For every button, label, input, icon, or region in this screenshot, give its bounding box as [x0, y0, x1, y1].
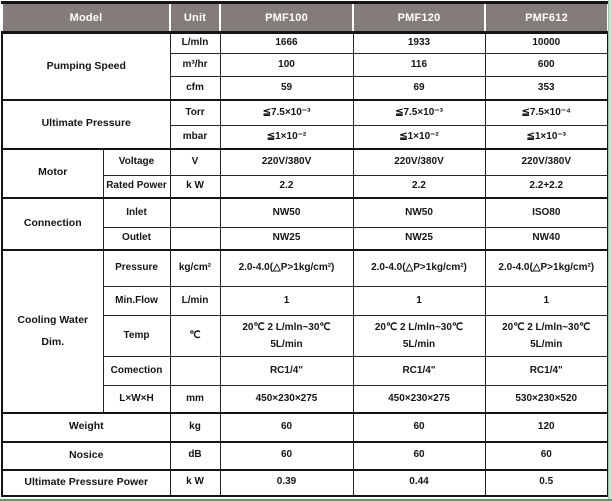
- spec-value-cell: NW50: [353, 198, 485, 228]
- row-cooling-pressure: [2, 250, 608, 287]
- ultimate-pressure-power-label: Ultimate Pressure Power: [2, 470, 170, 496]
- spec-value-cell: 1: [220, 287, 353, 316]
- spec-value-cell: 2.2+2.2: [485, 176, 608, 198]
- spec-value-cell: 60: [485, 442, 608, 470]
- spec-value-cell: 2.2: [220, 176, 353, 198]
- sub-label-cell: Comection: [103, 357, 170, 386]
- weight-label: Weight: [2, 413, 170, 442]
- unit-cell: dB: [170, 442, 220, 470]
- header-model-pmf120: PMF120: [353, 3, 485, 33]
- row-ultimate-pressure-power: [2, 470, 608, 496]
- spec-value-cell: 0.44: [353, 470, 485, 496]
- spec-value-cell: 120: [485, 413, 608, 442]
- spec-value-cell: 60: [220, 442, 353, 470]
- unit-cell: L/min: [170, 287, 220, 316]
- spec-value-cell: 220V/380V: [485, 149, 608, 176]
- spec-value-cell: 60: [353, 413, 485, 442]
- spec-value-cell: RC1/4": [485, 357, 608, 386]
- motor-label: Motor: [2, 149, 103, 198]
- noise-label: Nosice: [2, 442, 170, 470]
- page-border-right: [608, 0, 612, 501]
- unit-cell: mm: [170, 386, 220, 413]
- spec-value-cell: 1933: [353, 33, 485, 54]
- unit-cell: kg: [170, 413, 220, 442]
- spec-value-cell: 353: [485, 77, 608, 100]
- cooling-water-label-line2: Dim.: [41, 336, 65, 348]
- unit-cell: [170, 357, 220, 386]
- spec-value-cell: 2.2: [353, 176, 485, 198]
- row-motor-voltage: [2, 149, 608, 176]
- spec-value-cell: 220V/380V: [220, 149, 353, 176]
- spec-value-cell: 1666: [220, 33, 353, 54]
- spec-value-cell: 69: [353, 77, 485, 100]
- unit-cell: mbar: [170, 126, 220, 149]
- sub-label-cell: Inlet: [103, 198, 170, 228]
- spec-value-cell: ≦1×10⁻²: [353, 126, 485, 149]
- spec-value-cell: [353, 316, 485, 357]
- header-unit: Unit: [170, 3, 220, 33]
- ultimate-pressure-label: Ultimate Pressure: [2, 100, 170, 149]
- sub-label-cell: Voltage: [103, 149, 170, 176]
- unit-cell: [170, 228, 220, 250]
- row-weight: [2, 413, 608, 442]
- spec-value-cell: NW25: [220, 228, 353, 250]
- temp-value-line2: 5L/min: [530, 339, 563, 350]
- unit-cell: Torr: [170, 100, 220, 126]
- spec-value-cell: NW25: [353, 228, 485, 250]
- spec-value-cell: ISO80: [485, 198, 608, 228]
- spec-value-cell: 530×230×520: [485, 386, 608, 413]
- temp-value-line1: 20℃ 2 L/mln~30℃: [374, 322, 464, 333]
- temp-value-line2: 5L/min: [402, 339, 436, 350]
- spec-value-cell: 220V/380V: [353, 149, 485, 176]
- spec-value-cell: 116: [353, 54, 485, 77]
- spec-value-cell: ≦1×10⁻²: [220, 126, 353, 149]
- spec-value-cell: RC1/4": [220, 357, 353, 386]
- spec-value-cell: 10000: [485, 33, 608, 54]
- sub-label-cell: Pressure: [103, 250, 170, 287]
- spec-value-cell: 450×230×275: [220, 386, 353, 413]
- unit-cell: cfm: [170, 77, 220, 100]
- header-row: [2, 3, 608, 33]
- spec-value-cell: 100: [220, 54, 353, 77]
- sub-label-cell: Outlet: [103, 228, 170, 250]
- spec-value-cell: 59: [220, 77, 353, 100]
- unit-cell: [170, 198, 220, 228]
- row-noise: [2, 442, 608, 470]
- temp-value-line2: 5L/min: [270, 339, 303, 350]
- spec-value-cell: 450×230×275: [353, 386, 485, 413]
- spec-value-cell: 0.5: [485, 470, 608, 496]
- unit-cell: V: [170, 149, 220, 176]
- header-model: Model: [2, 3, 170, 33]
- sub-label-cell: L×W×H: [103, 386, 170, 413]
- sub-label-cell: Temp: [103, 316, 170, 357]
- unit-cell: ℃: [170, 316, 220, 357]
- header-model-pmf612: PMF612: [485, 3, 608, 33]
- sub-label-cell: Min.Flow: [103, 287, 170, 316]
- unit-cell: L/mln: [170, 33, 220, 54]
- unit-cell: k W: [170, 176, 220, 198]
- spec-value-cell: 0.39: [220, 470, 353, 496]
- cooling-water-label-line1: Cooling Water: [17, 314, 89, 326]
- unit-cell: m³/hr: [170, 54, 220, 77]
- temp-value-line1: 20℃ 2 L/mln~30℃: [242, 322, 331, 333]
- specification-table: [1, 1, 609, 497]
- spec-value-cell: ≦7.5×10⁻³: [353, 100, 485, 126]
- spec-value-cell: 2.0-4.0(△P>1kg/cm²): [220, 250, 353, 287]
- row-ultimate-pressure-torr: [2, 100, 608, 126]
- spec-value-cell: 2.0-4.0(△P>1kg/cm²): [485, 250, 608, 287]
- spec-value-cell: 600: [485, 54, 608, 77]
- temp-value-line1: 20℃ 2 L/mln~30℃: [502, 322, 591, 333]
- spec-value-cell: 2.0-4.0(△P>1kg/cm²): [353, 250, 485, 287]
- connection-label: Connection: [2, 198, 103, 250]
- spec-value-cell: ≦7.5×10⁻³: [220, 100, 353, 126]
- pumping-speed-label: Pumping Speed: [2, 33, 170, 100]
- header-model-pmf100: PMF100: [220, 3, 353, 33]
- unit-cell: k W: [170, 470, 220, 496]
- spec-value-cell: 60: [220, 413, 353, 442]
- spec-value-cell: NW50: [220, 198, 353, 228]
- spec-value-cell: 1: [353, 287, 485, 316]
- spec-value-cell: [220, 316, 353, 357]
- spec-value-cell: RC1/4": [353, 357, 485, 386]
- spec-value-cell: 60: [353, 442, 485, 470]
- spec-value-cell: ≦7.5×10⁻⁴: [485, 100, 608, 126]
- row-pumping-speed-lmin: [2, 33, 608, 54]
- row-connection-inlet: [2, 198, 608, 228]
- unit-cell: kg/cm²: [170, 250, 220, 287]
- spec-value-cell: 1: [485, 287, 608, 316]
- spec-value-cell: NW40: [485, 228, 608, 250]
- spec-value-cell: ≦1×10⁻³: [485, 126, 608, 149]
- spec-value-cell: [485, 316, 608, 357]
- sub-label-cell: Rated Power: [103, 176, 170, 198]
- cooling-water-dim-label: [2, 250, 103, 413]
